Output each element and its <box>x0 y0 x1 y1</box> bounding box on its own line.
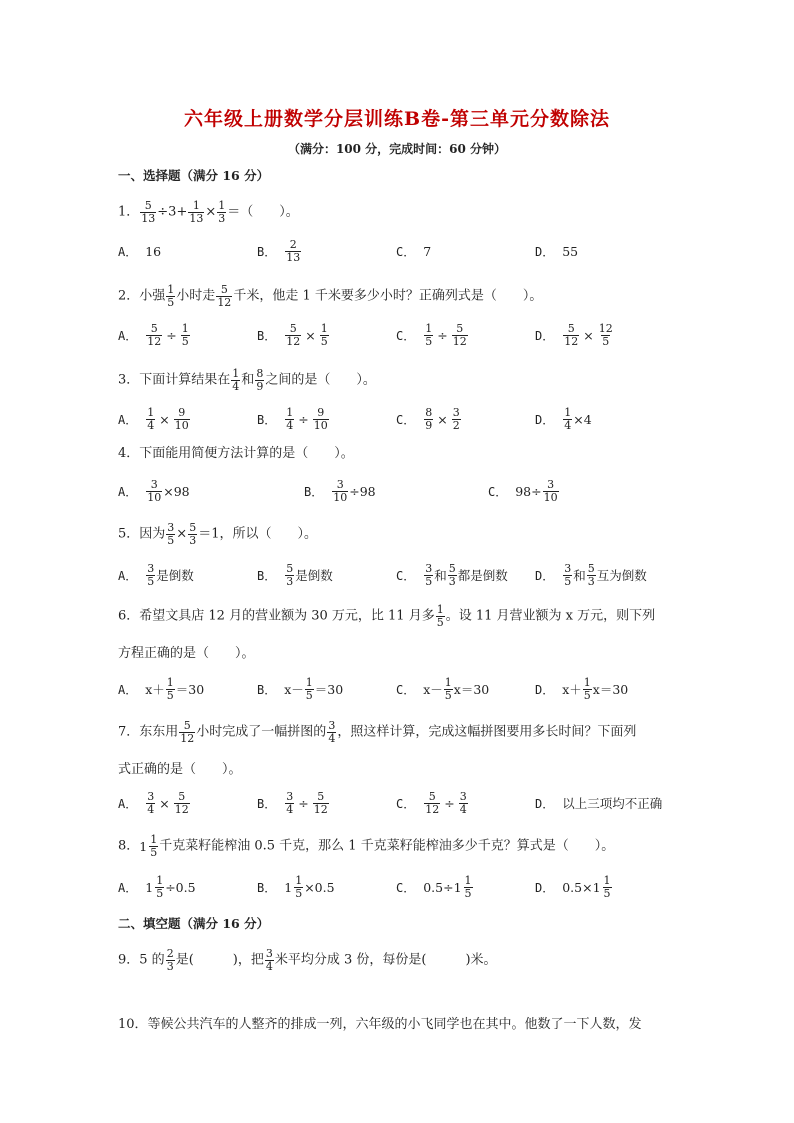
question-text: ，照这样计算，完成这幅拼图要用多长时间？下面列 <box>337 724 637 740</box>
fraction: $\frac{1}{5}$ <box>167 283 175 309</box>
option-c[interactable]: C． $\frac{8}{9}$ × $\frac{3}{2}$ <box>396 405 460 432</box>
question-text: 。设 11 月营业额为 x 万元，则下列 <box>445 608 656 624</box>
option-a[interactable]: A． $\frac{3}{10}$ ×98 <box>118 477 190 504</box>
option-a[interactable]: A． $\frac{3}{4}$ × $\frac{5}{12}$ <box>118 789 189 816</box>
question-10 <box>118 1015 678 1036</box>
options-q3 <box>118 404 678 434</box>
question-text: 小时走 <box>176 288 216 304</box>
options-q6 <box>118 674 678 704</box>
question-number: 10． <box>118 1017 148 1032</box>
fraction: $\frac{8}{9}$ <box>256 367 264 393</box>
question-5 <box>118 522 678 547</box>
question-number: 5． <box>118 526 140 542</box>
question-number: 6． <box>118 608 140 624</box>
operator: × <box>205 204 217 220</box>
option-d[interactable]: D． x＋ $\frac{1}{5}$ x＝30 <box>535 675 629 702</box>
options-q1 <box>118 236 678 266</box>
question-number: 7． <box>118 724 140 740</box>
page-subtitle: （满分：100 分，完成时间：60 分钟） <box>287 142 507 156</box>
option-a[interactable]: A． $\frac{1}{4}$ × $\frac{9}{10}$ <box>118 405 189 432</box>
question-text: 东东用 <box>139 724 179 740</box>
fraction: $\frac{5}{3}$ <box>189 521 197 547</box>
question-3 <box>118 368 678 393</box>
options-q8 <box>118 872 678 902</box>
option-d[interactable]: D． 0.5× 1 $\frac{1}{5}$ <box>535 873 611 900</box>
option-c[interactable]: C． 0.5÷ 1 $\frac{1}{5}$ <box>396 873 472 900</box>
question-number: 8． <box>118 838 140 854</box>
question-number: 9． <box>118 952 140 968</box>
question-text: 因为 <box>139 526 166 542</box>
fraction: $\frac{1}{4}$ <box>232 367 240 393</box>
question-text: 小强 <box>139 288 166 304</box>
question-text: 是( )，把 <box>175 952 264 968</box>
option-b[interactable]: B． $\frac{5}{12}$ × $\frac{1}{5}$ <box>257 321 328 348</box>
option-a[interactable]: A． 16 <box>118 243 162 259</box>
option-b[interactable]: B． $\frac{5}{3}$ 是倒数 <box>257 561 333 588</box>
question-text: 下面计算结果在 <box>139 372 231 388</box>
question-text: 等候公共汽车的人整齐的排成一列，六年级的小飞同学也在其中。他数了一下人数，发 <box>147 1017 642 1032</box>
question-text: 5 的 <box>139 952 165 968</box>
options-q5 <box>118 560 678 590</box>
fraction: $\frac{1}{3}$ <box>218 199 226 225</box>
question-text: 千米，他走 1 千米要多少小时？正确列式是（ ）。 <box>233 288 543 304</box>
option-c[interactable]: C． $\frac{1}{5}$ ÷ $\frac{5}{12}$ <box>396 321 467 348</box>
question-6 <box>118 604 678 629</box>
option-c[interactable]: C． $\frac{5}{12}$ ÷ $\frac{3}{4}$ <box>396 789 467 816</box>
question-number: 4． <box>118 446 140 461</box>
option-d[interactable]: D． $\frac{3}{5}$ 和 $\frac{5}{3}$ 互为倒数 <box>535 561 647 588</box>
option-b[interactable]: B． $\frac{3}{4}$ ÷ $\frac{5}{12}$ <box>257 789 328 816</box>
question-text: 和 <box>241 372 255 388</box>
option-d[interactable]: D． 55 <box>535 243 579 259</box>
option-b[interactable]: B． $\frac{2}{13}$ <box>257 237 301 264</box>
question-text: 下面能用简便方法计算的是（ ）。 <box>139 446 354 461</box>
fraction: $\frac{3}{5}$ <box>167 521 175 547</box>
option-c[interactable]: C． 7 <box>396 243 432 259</box>
question-2 <box>118 284 678 309</box>
option-a[interactable]: A． $\frac{5}{12}$ ÷ $\frac{1}{5}$ <box>118 321 189 348</box>
option-a[interactable]: A． x＋ $\frac{1}{5}$ ＝30 <box>118 675 205 702</box>
option-b[interactable]: B． $\frac{3}{10}$ ÷98 <box>304 477 376 504</box>
question-number: 3． <box>118 372 140 388</box>
option-c[interactable]: C． x－ $\frac{1}{5}$ x＝30 <box>396 675 490 702</box>
option-a[interactable]: A． $\frac{3}{5}$ 是倒数 <box>118 561 194 588</box>
option-b[interactable]: B． $\frac{1}{4}$ ÷ $\frac{9}{10}$ <box>257 405 328 432</box>
option-b[interactable]: B． x－ $\frac{1}{5}$ ＝30 <box>257 675 344 702</box>
fraction: $\frac{5}{13}$ <box>141 199 156 225</box>
question-6-line-2: 方程正确的是（ ）。 <box>118 646 255 661</box>
option-d[interactable]: D． $\frac{1}{4}$ ×4 <box>535 405 592 432</box>
fraction: $\frac{3}{4}$ <box>265 947 273 973</box>
question-7-line-2: 式正确的是（ ）。 <box>118 762 242 777</box>
options-q7 <box>118 788 678 818</box>
question-8 <box>118 834 678 859</box>
question-1 <box>118 200 678 225</box>
fraction: $\frac{1}{5}$ <box>436 603 444 629</box>
option-b[interactable]: B． 1 $\frac{1}{5}$ ×0.5 <box>257 873 335 900</box>
section-heading-choice: 一、选择题（满分 16 分） <box>118 168 270 183</box>
option-a[interactable]: A． 1 $\frac{1}{5}$ ÷0.5 <box>118 873 196 900</box>
option-c[interactable]: C． 98÷ $\frac{3}{10}$ <box>488 477 558 504</box>
question-number: 2． <box>118 288 140 304</box>
question-text: ＝（ ）。 <box>227 204 299 220</box>
question-4 <box>118 444 678 465</box>
question-text: ＝1，所以（ ）。 <box>198 526 317 542</box>
question-text: 希望文具店 12 月的营业额为 30 万元，比 11 月多 <box>139 608 435 624</box>
page-title: 六年级上册数学分层训练B卷-第三单元分数除法 <box>184 108 610 130</box>
section-heading-fill-blank: 二、填空题（满分 16 分） <box>118 916 270 931</box>
options-q4 <box>118 476 678 506</box>
question-text: 小时完成了一幅拼图的 <box>196 724 327 740</box>
option-c[interactable]: C． $\frac{3}{5}$ 和 $\frac{5}{3}$ 都是倒数 <box>396 561 508 588</box>
question-number: 1． <box>118 204 140 220</box>
question-text: 米平均分成 3 份，每份是( )米。 <box>274 952 497 968</box>
operator: ÷3+ <box>157 204 188 220</box>
mixed-number: 1 $\frac{1}{5}$ <box>139 833 158 859</box>
option-d[interactable]: D． $\frac{5}{12}$ × $\frac{12}{5}$ <box>535 321 613 348</box>
operator: × <box>176 526 188 542</box>
fraction: $\frac{3}{4}$ <box>328 719 336 745</box>
fraction: $\frac{2}{3}$ <box>166 947 174 973</box>
question-text: 之间的是（ ）。 <box>265 372 376 388</box>
options-q2 <box>118 320 678 350</box>
fraction: $\frac{5}{12}$ <box>217 283 232 309</box>
option-d[interactable]: D． 以上三项均不正确 <box>535 796 663 811</box>
question-7 <box>118 720 678 745</box>
question-9 <box>118 948 678 973</box>
fraction: $\frac{1}{13}$ <box>189 199 204 225</box>
fraction: $\frac{5}{12}$ <box>180 719 195 745</box>
question-text: 千克菜籽能榨油 0.5 千克，那么 1 千克菜籽能榨油多少千克？算式是（ ）。 <box>159 838 615 854</box>
